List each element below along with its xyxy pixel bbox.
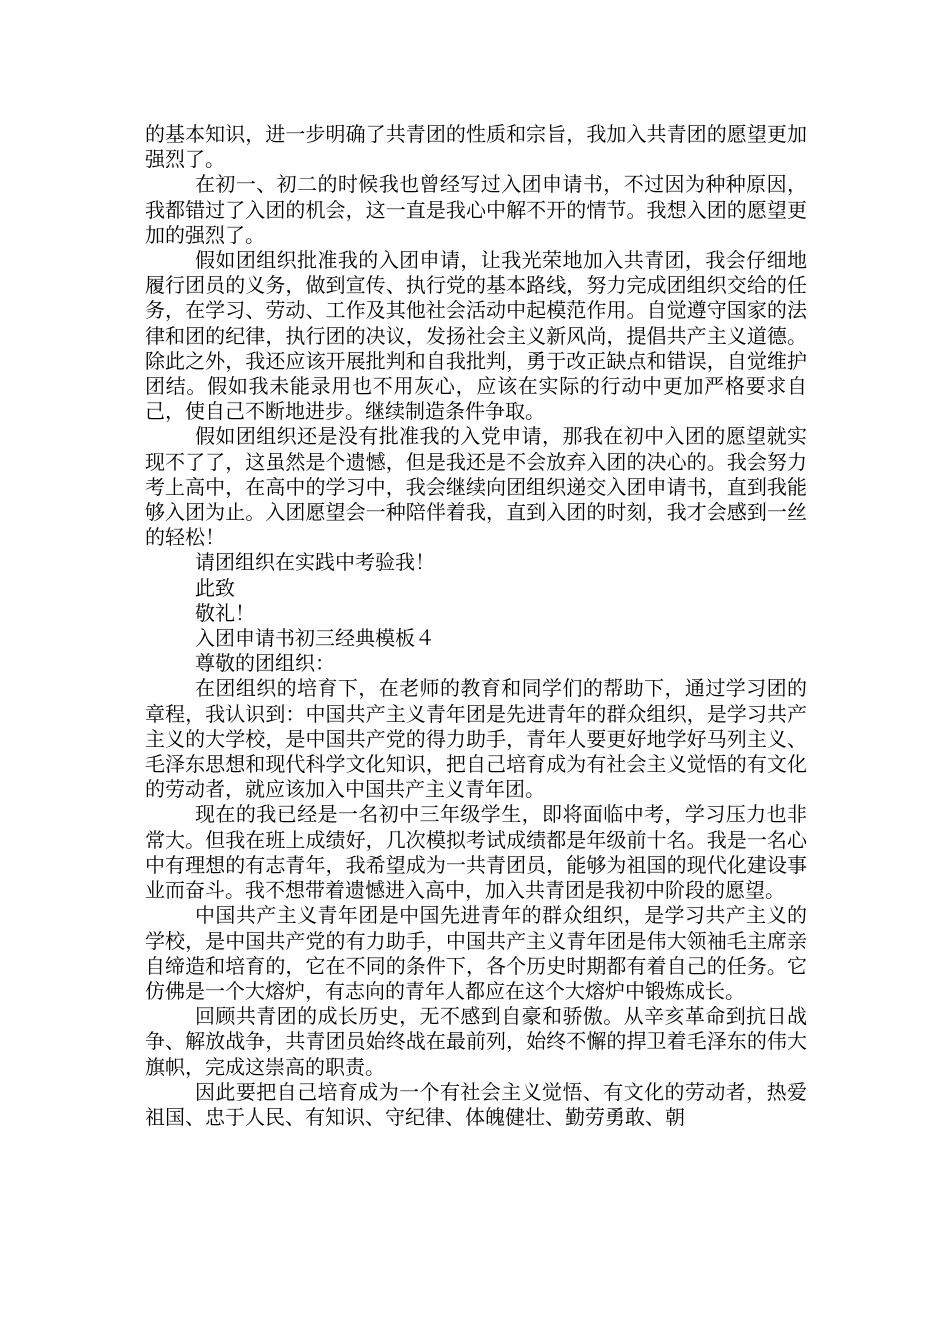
sign-off-cizhi: 此致 — [195, 575, 235, 600]
section-title: 入团申请书初三经典模板４ — [195, 626, 435, 651]
salutation: 尊敬的团组织： — [195, 651, 335, 676]
continued-paragraph: 的基本知识，进一步明确了共青团的性质和宗旨，我加入共青团的愿望更加强烈了。 — [145, 122, 807, 172]
sign-off-jingli: 敬礼！ — [195, 600, 255, 625]
paragraph-league-organization: 中国共产主义青年团是中国先进青年的群众组织，是学习共产主义的学校，是中国共产党的有力助手，中国共产主义青年团是伟大领袖毛主席亲自缔造和培育的，它在不同的条件下，各个历史时期都有着自己的任务。它仿佛是一个大熔炉，有志向的青年人都应在这个大熔炉中锻炼成长。 — [145, 903, 807, 1003]
paragraph-league-history: 回顾共青团的成长历史，无不感到自豪和骄傲。从辛亥革命到抗日战争、解放战争，共青团员始终战在最前列，始终不懈的捍卫着毛泽东的伟大旗帜，完成这崇高的职责。 — [145, 1004, 807, 1079]
paragraph-if-not-approved: 假如团组织还是没有批准我的入党申请，那我在初中入团的愿望就实现不了了，这虽然是个遗憾，但是我还是不会放弃入团的决心的。我会努力考上高中，在高中的学习中，我会继续向团组织递交入团申请书，直到我能够入团为止。入团愿望会一种陪伴着我，直到入团的时刻，我才会感到一丝的轻松！ — [145, 424, 807, 550]
paragraph-if-approved: 假如团组织批准我的入团申请，让我光荣地加入共青团，我会仔细地履行团员的义务，做到宣传、执行党的基本路线，努力完成团组织交给的任务，在学习、劳动、工作及其他社会活动中起模范作用。自觉遵守国家的法律和团的纪律，执行团的决议，发扬社会主义新风尚，提倡共产主义道德。除此之外，我还应该开展批判和自我批判，勇于改正缺点和错误，自觉维护团结。假如我未能录用也不用灰心，应该在实际的行动中更加严格要求自己，使自己不断地进步。继续制造条件争取。 — [145, 248, 807, 424]
paragraph-grade-nine-student: 现在的我已经是一名初中三年级学生，即将面临中考，学习压力也非常大。但我在班上成绩好，几次模拟考试成绩都是年级前十名。我是一名心中有理想的有志青年，我希望成为一共青团员，能够为祖国的现代化建设事业而奋斗。我不想带着遗憾进入高中，加入共青团是我初中阶段的愿望。 — [145, 802, 807, 903]
paragraph-missed-chances: 在初一、初二的时候我也曾经写过入团申请书，不过因为种种原因，我都错过了入团的机会，这一直是我心中解不开的情节。我想入团的愿望更加的强烈了。 — [145, 172, 807, 247]
paragraph-cultivate-self: 因此要把自己培育成为一个有社会主义觉悟、有文化的劳动者，热爱祖国、忠于人民、有知识、守纪律、体魄健壮、勤劳勇敢、朝 — [145, 1079, 807, 1129]
paragraph-league-understanding: 在团组织的培育下，在老师的教育和同学们的帮助下，通过学习团的章程，我认识到：中国共产主义青年团是先进青年的群众组织，是学习共产主义的大学校，是中国共产党的得力助手，青年人要更好地学好马列主义、毛泽东思想和现代科学文化知识，把自己培育成为有社会主义觉悟的有文化的劳动者，就应该加入中国共产主义青年团。 — [145, 676, 807, 802]
closing-line: 请团组织在实践中考验我！ — [195, 550, 435, 575]
document-page — [145, 122, 807, 1130]
